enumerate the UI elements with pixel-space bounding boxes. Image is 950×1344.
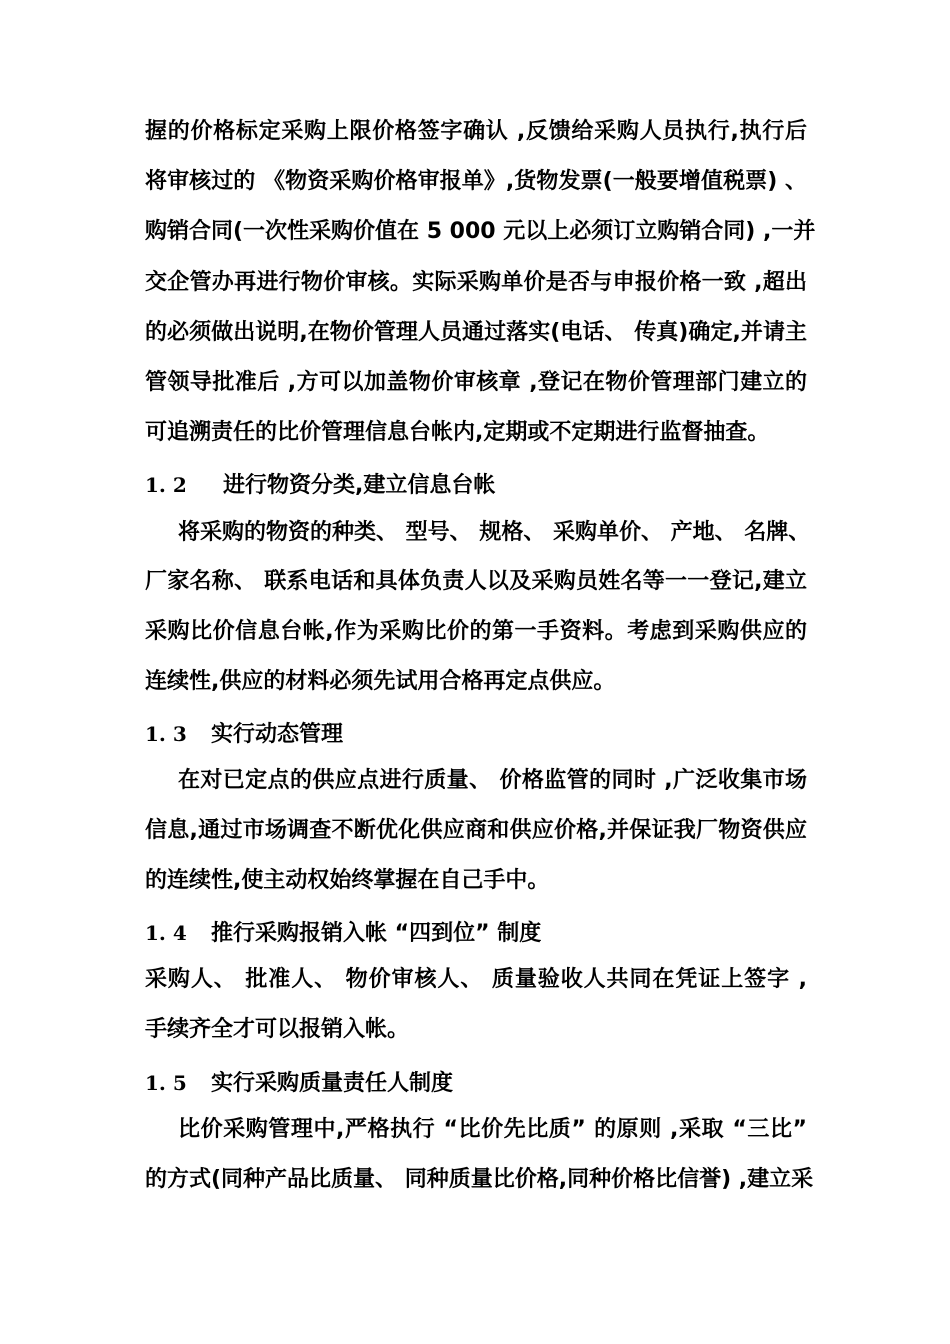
section-heading [145, 1068, 453, 1099]
section-number: 1. 2 [145, 473, 187, 497]
text-line: 管领导批准后 ,方可以加盖物价审核章 ,登记在物价管理部门建立的 [145, 370, 807, 395]
section-heading [145, 470, 495, 501]
section-number: 1. 5 [145, 1071, 187, 1095]
section-heading [145, 719, 343, 750]
text-line: 的连续性,使主动权始终掌握在自己手中。 [145, 868, 550, 893]
text-line: 厂家名称、 联系电话和具体负责人以及采购员姓名等一一登记,建立 [145, 569, 807, 594]
text-line: 将审核过的 《物资采购价格审报单》,货物发票(一般要增值税票) 、 [145, 169, 807, 194]
section-number: 1. 4 [145, 921, 187, 945]
text-line: 的必须做出说明,在物价管理人员通过落实(电话、 传真)确定,并请主 [145, 320, 807, 345]
section-title: 推行采购报销入帐 “四到位” 制度 [211, 921, 542, 946]
text-line: 在对已定点的供应点进行质量、 价格监管的同时 ,广泛收集市场 [178, 768, 807, 793]
text-line: 握的价格标定采购上限价格签字确认 ,反馈给采购人员执行,执行后 [145, 119, 807, 144]
text-line: 比价采购管理中,严格执行 “比价先比质” 的原则 ,采取 “三比” [178, 1117, 807, 1142]
section-title: 进行物资分类,建立信息台帐 [223, 473, 496, 498]
text-line: 的方式(同种产品比质量、 同种质量比价格,同种价格比信誉) ,建立采 [145, 1167, 814, 1192]
section-title: 实行动态管理 [211, 722, 344, 747]
section-title: 实行采购质量责任人制度 [211, 1071, 454, 1096]
text-line: 采购人、 批准人、 物价审核人、 质量验收人共同在凭证上签字 , [145, 967, 807, 992]
text-line: 信息,通过市场调查不断优化供应商和供应价格,并保证我厂物资供应 [145, 818, 807, 843]
section-number: 1. 3 [145, 722, 187, 746]
text-line: 连续性,供应的材料必须先试用合格再定点供应。 [145, 669, 616, 694]
section-heading [145, 918, 541, 949]
text-line: 采购比价信息台帐,作为采购比价的第一手资料。考虑到采购供应的 [145, 619, 807, 644]
text-line: 交企管办再进行物价审核。实际采购单价是否与申报价格一致 ,超出 [145, 270, 807, 295]
text-line: 手续齐全才可以报销入帐。 [145, 1017, 410, 1042]
text-line: 将采购的物资的种类、 型号、 规格、 采购单价、 产地、 名牌、 [178, 520, 811, 545]
text-line: 购销合同(一次性采购价值在 5 000 元以上必须订立购销合同) ,一并 [145, 219, 816, 244]
text-line: 可追溯责任的比价管理信息台帐内,定期或不定期进行监督抽查。 [145, 420, 770, 445]
